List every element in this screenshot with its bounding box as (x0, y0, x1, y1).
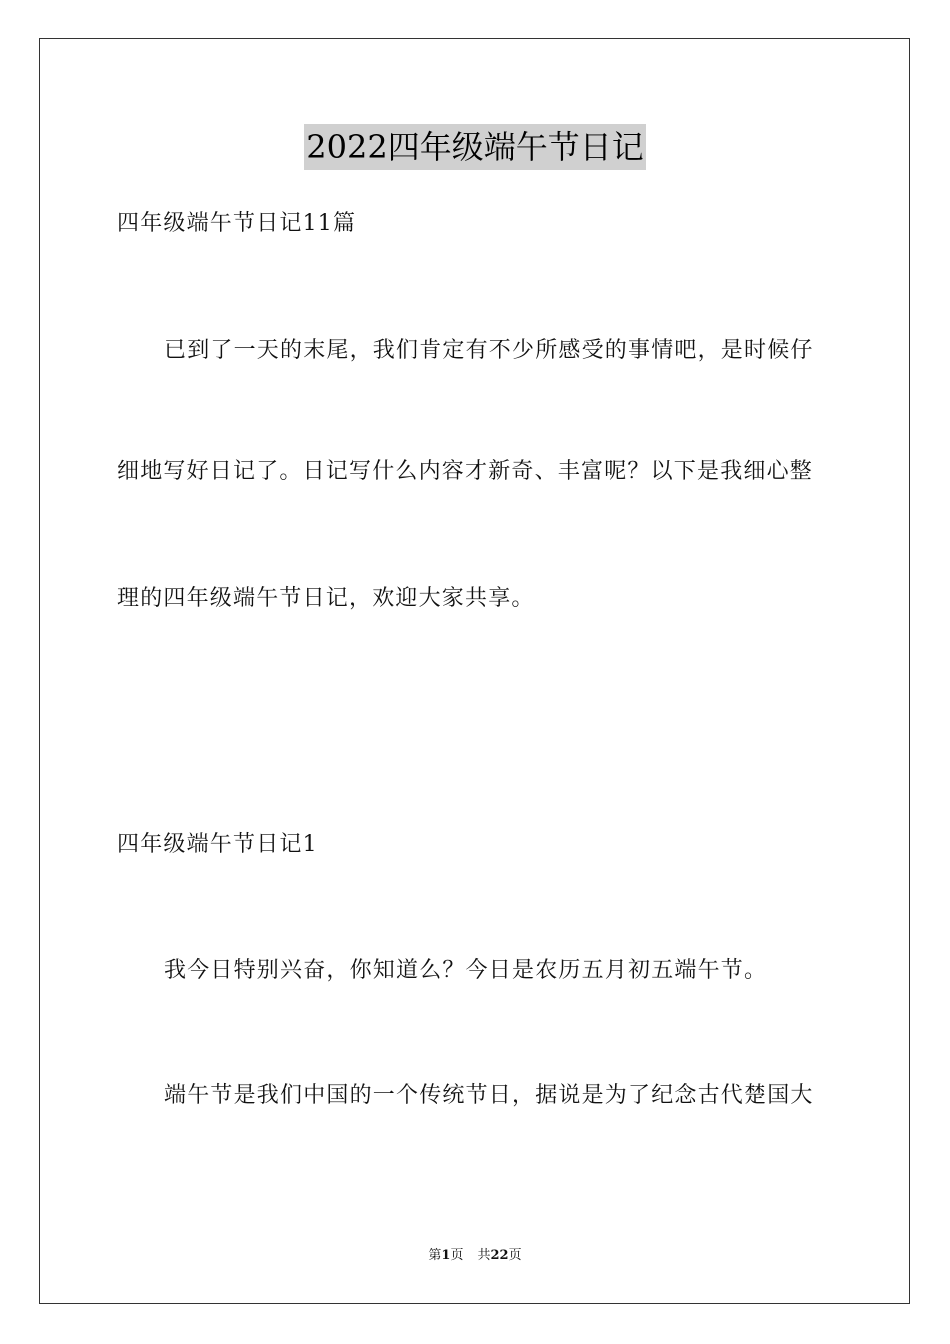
document-title: 2022四年级端午节日记 (304, 124, 645, 170)
section-heading: 四年级端午节日记1 (117, 832, 318, 857)
page-prefix: 第 (428, 1248, 442, 1263)
intro-line-3: 理的四年级端午节日记，欢迎大家共享。 (117, 586, 535, 611)
document-subtitle: 四年级端午节日记11篇 (117, 211, 357, 236)
intro-line-1: 已到了一天的末尾，我们肯定有不少所感受的事情吧，是时候仔 (164, 338, 814, 363)
total-suffix: 页 (508, 1248, 522, 1263)
page-footer (0, 1247, 950, 1265)
intro-line-2: 细地写好日记了。日记写什么内容才新奇、丰富呢？以下是我细心整 (117, 459, 814, 484)
page-current: 1 (441, 1248, 451, 1263)
total-prefix: 共 (477, 1248, 491, 1263)
body-line-1: 我今日特别兴奋，你知道么？今日是农历五月初五端午节。 (164, 958, 768, 983)
page-suffix: 页 (450, 1248, 464, 1263)
page-total: 22 (490, 1248, 509, 1263)
body-line-2: 端午节是我们中国的一个传统节日，据说是为了纪念古代楚国大 (164, 1083, 814, 1108)
title-container (0, 124, 950, 170)
